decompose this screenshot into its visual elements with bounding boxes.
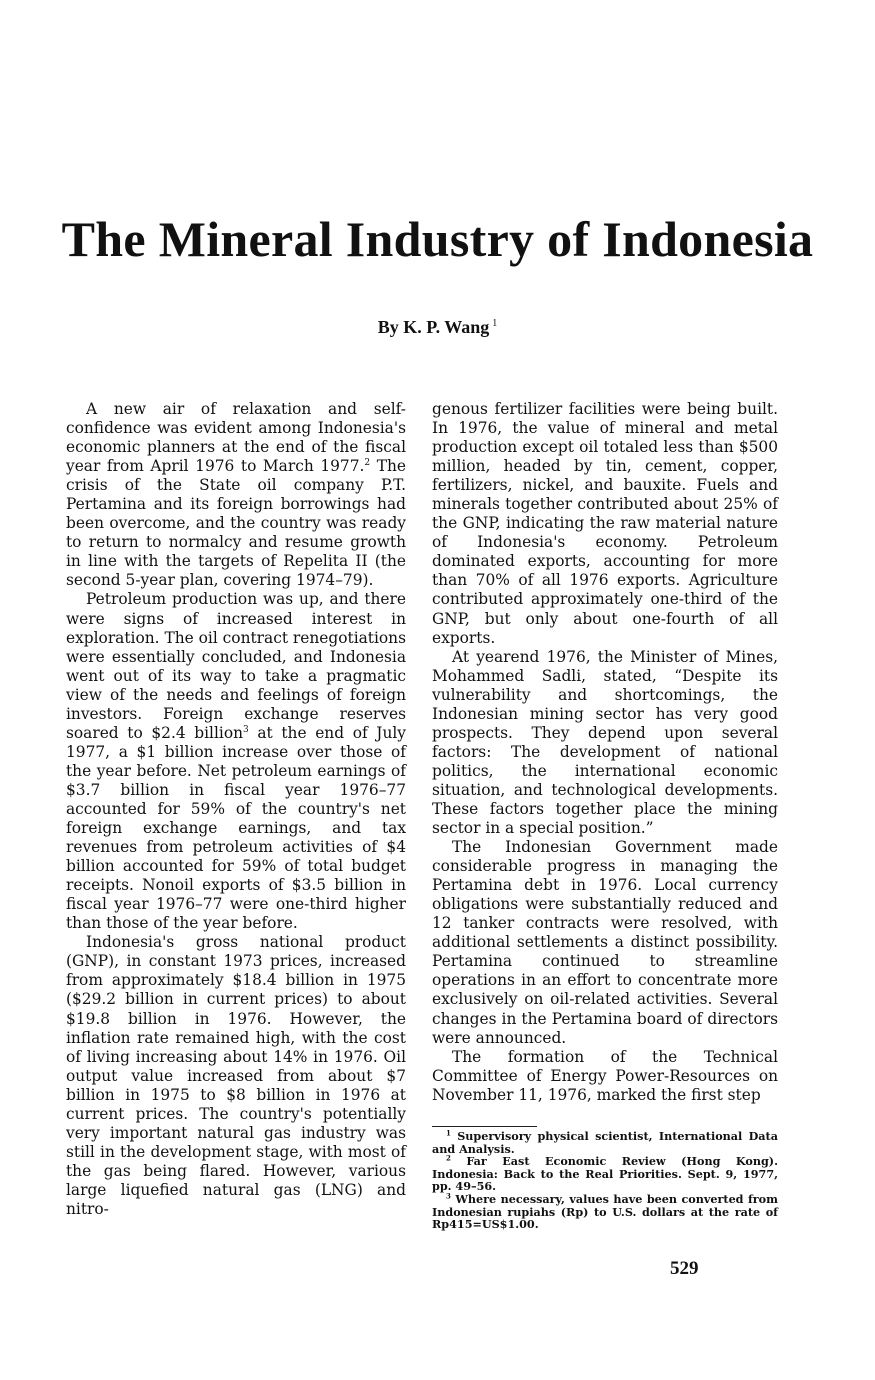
footnote-2-text: Far East Economic Review (Hong Kong). Indonesia: Back to the Real Priorities. Sept. 9, 1977, pp. 49–56. (432, 1154, 778, 1194)
paragraph-technical-committee: The formation of the Technical Committee of Energy Power-Resources on November 11, 1976, marked the first step (432, 1047, 778, 1104)
footnote-ref-2: 2 (364, 458, 371, 469)
footnote-3-marker: 3 (446, 1191, 451, 1201)
paragraph-petroleum-text-b: at the end of July 1977, a $1 billion increase over those of the year before. Net petroleum earnings of $3.7 billion in fiscal year 1976–77 accounted for 59% of the country's net foreign exchange earnings, and tax revenues from petroleum activities of $4 billion accounted for 59% of total budget receipts. Nonoil exports of $3.5 billion in fiscal year 1976–77 were one-third higher than those of the year before. (66, 723, 406, 933)
footnote-2-marker: 2 (446, 1153, 451, 1163)
paragraph-gnp-continued: genous fertilizer facilities were being built. In 1976, the value of mineral and metal production except oil totaled less than $500 million, headed by tin, cement, copper, fertilizers, nickel, and bauxite. Fuels and minerals together contributed about 25% of the GNP, indicating the raw material nature of Indonesia's economy. Petroleum dominated exports, accounting for more than 70% of all 1976 exports. Agriculture contributed approximately one-third of the GNP, but only about one-fourth of all exports. (432, 400, 778, 647)
paragraph-gnp: Indonesia's gross national product (GNP), in constant 1973 prices, increased from approximately $18.4 billion in 1975 ($29.2 billion in current prices) to about $19.8 billion in 1976. However, the inflation rate remained high, with the cost of living increasing about 14% in 1976. Oil output value increased from about $7 billion in 1975 to $8 billion in 1976 at current prices. The country's potentially very important natural gas industry was still in the development stage, with most of the gas being flared. However, various large liquefied natural gas (LNG) and nitro- (66, 933, 406, 1218)
paragraph-petroleum-text-a: Petroleum production was up, and there were signs of increased interest in exploration. The oil contract renegotiations were essentially concluded, and Indonesia went out of its way to take a pragmatic view of the needs and feelings of foreign investors. Foreign exchange reserves soared to $2.4 billion (66, 590, 406, 742)
footnote-1-marker: 1 (446, 1128, 451, 1138)
footnote-ref-3: 3 (243, 724, 249, 735)
paragraph-petroleum (66, 590, 406, 933)
article-title: The Mineral Industry of Indonesia (61, 211, 814, 267)
page-number: 529 (670, 1258, 699, 1279)
footnote-3 (432, 1193, 778, 1231)
paragraph-intro-text-a: A new air of relaxation and self-confidence was evident among Indonesia's economic planners at the end of the fiscal year from April 1976 to March 1977. (66, 400, 406, 476)
footnote-2 (432, 1155, 778, 1193)
left-column (66, 400, 406, 1219)
paragraph-intro-text-b: The crisis of the State oil company P.T. Pertamina and its foreign borrowings had been overcome, and the country was ready to return to normalcy and resume growth in line with the targets of Repelita II (the second 5-year plan, covering 1974–79). (66, 457, 406, 590)
footnote-divider (432, 1126, 537, 1127)
paragraph-minister-statement: At yearend 1976, the Minister of Mines, Mohammed Sadli, stated, “Despite its vulnerability and shortcomings, the Indonesian mining sector has very good prospects. They depend upon several factors: The development of national politics, the international economic situation, and technological developments. These factors together place the mining sector in a special position.” (432, 647, 778, 838)
footnotes (432, 1128, 778, 1231)
footnote-3-text: Where necessary, values have been converted from Indonesian rupiahs (Rp) to U.S. dollars at the rate of Rp415=US$1.00. (432, 1191, 778, 1232)
footnote-1-text: Supervisory physical scientist, International Data and Analysis. (432, 1129, 778, 1156)
paragraph-intro (66, 400, 406, 590)
author-footnote-ref: 1 (492, 318, 498, 329)
footnote-1 (432, 1130, 778, 1155)
byline (0, 317, 875, 338)
right-column (432, 400, 778, 1105)
paragraph-pertamina-debt: The Indonesian Government made considerable progress in managing the Pertamina debt in 1976. Local currency obligations were substantially reduced and 12 tanker contracts were resolved, with additional settlements a distinct possibility. Pertamina continued to streamline operations in an effort to concentrate more exclusively on oil-related activities. Several changes in the Pertamina board of directors were announced. (432, 838, 778, 1047)
author-name: By K. P. Wang (377, 317, 490, 337)
